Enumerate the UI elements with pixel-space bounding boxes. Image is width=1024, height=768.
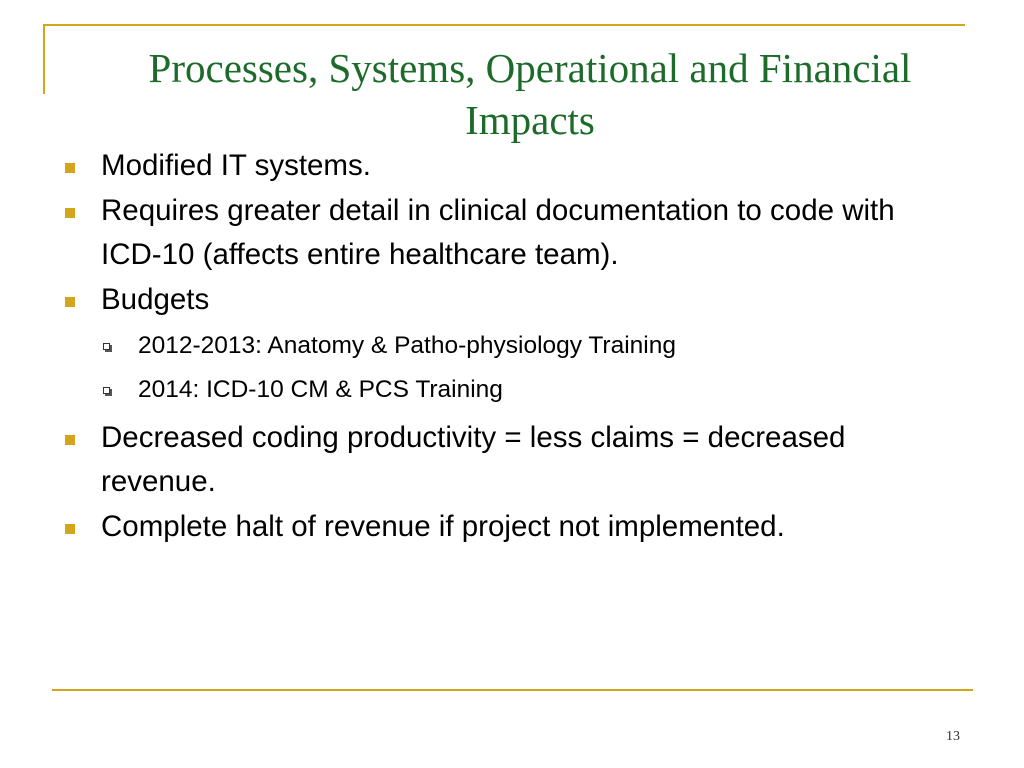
sub-bullet-text: 2014: ICD-10 CM & PCS Training [138, 376, 503, 403]
square-bullet-icon [65, 435, 75, 445]
frame-left-rule [43, 24, 45, 94]
sub-bullet-list [101, 324, 962, 412]
bullet-text: Decreased coding productivity = less claims = decreased revenue. [101, 421, 846, 498]
bullet-text: Requires greater detail in clinical documentation to code with ICD-10 (affects entire healthcare team). [101, 194, 895, 271]
bullet-text: Budgets [101, 283, 210, 316]
bullet-text: Modified IT systems. [101, 149, 371, 182]
square-bullet-icon [65, 524, 75, 534]
bullet-list [62, 144, 962, 550]
frame-top-rule [43, 24, 965, 26]
bullet-item [62, 278, 962, 412]
bullet-item [62, 505, 962, 549]
square-bullet-icon [65, 163, 75, 173]
square-bullet-icon [65, 297, 75, 307]
bullet-text: Complete halt of revenue if project not implemented. [101, 510, 785, 543]
footer-rule [52, 689, 973, 691]
bullet-item [62, 416, 962, 504]
slide-title: Processes, Systems, Operational and Financial Impacts [148, 45, 912, 143]
bullet-item [62, 144, 962, 188]
square-bullet-icon [65, 208, 75, 218]
sub-bullet-item [101, 324, 962, 368]
sub-bullet-item [101, 368, 962, 412]
sub-bullet-text: 2012-2013: Anatomy & Patho-physiology Training [138, 332, 676, 359]
page-number: 13 [946, 729, 960, 744]
bullet-item [62, 189, 962, 277]
hollow-square-bullet-icon [103, 343, 110, 350]
hollow-square-bullet-icon [103, 387, 110, 394]
